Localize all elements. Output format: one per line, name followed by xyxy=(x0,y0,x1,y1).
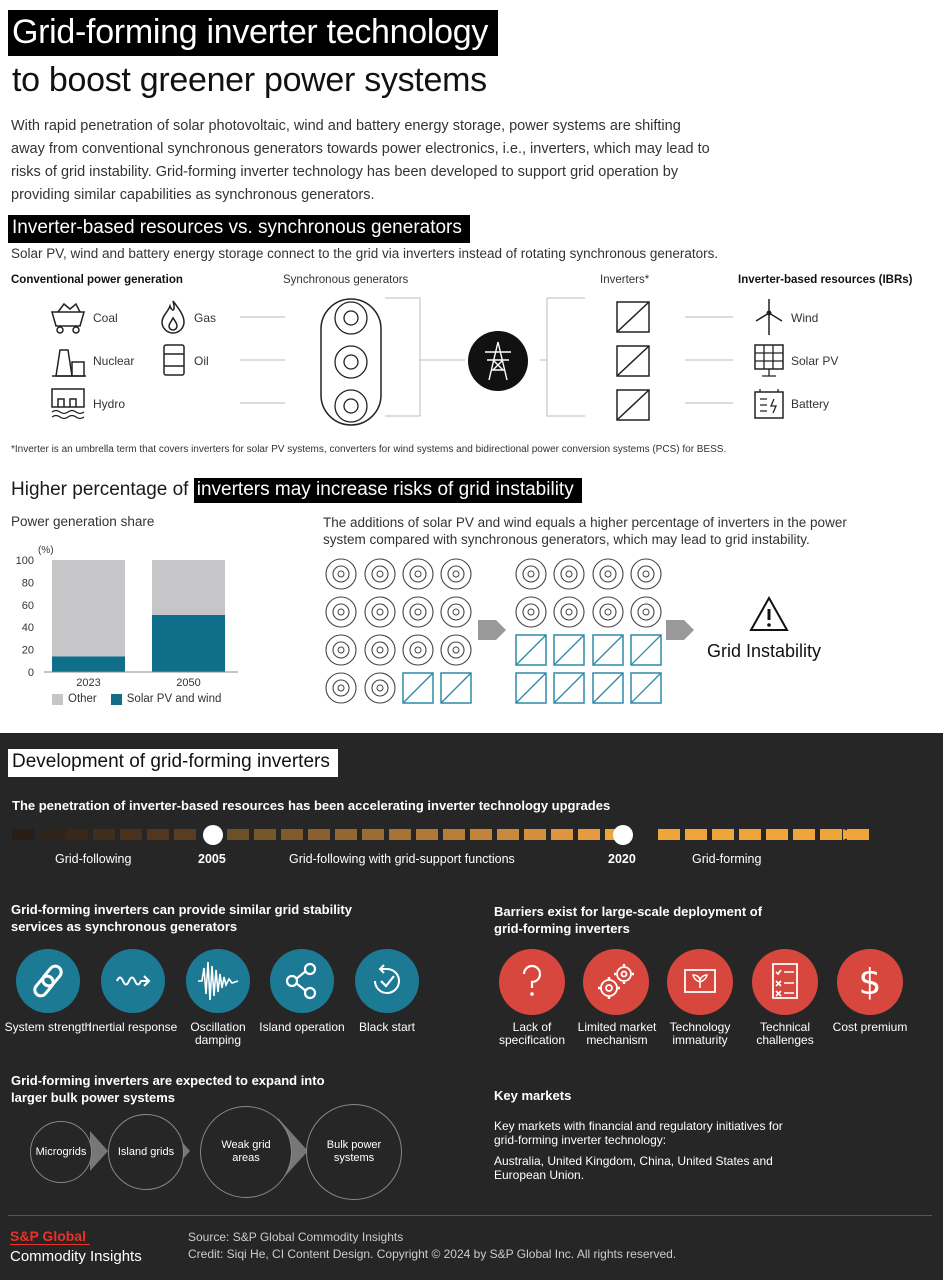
gear-icon xyxy=(326,635,356,665)
service-black-start xyxy=(355,949,419,1013)
dollar-icon: $ xyxy=(837,949,903,1015)
network-nodes-icon xyxy=(270,949,334,1013)
y-tick-label: 100 xyxy=(15,555,34,567)
gear-icon xyxy=(365,673,395,703)
bar-segment xyxy=(52,560,125,656)
timeline-segment xyxy=(551,829,573,840)
battery-icon xyxy=(752,387,786,423)
gear-icon xyxy=(403,635,433,665)
timeline-year-2005: 2005 xyxy=(198,852,226,866)
legend-label-other: Other xyxy=(68,693,97,705)
footer-divider xyxy=(8,1215,932,1216)
timeline-segment xyxy=(227,829,249,840)
wind-turbine-icon xyxy=(752,297,786,337)
gear-icon xyxy=(593,559,623,589)
timeline-segment xyxy=(820,829,842,840)
markets-text-intro: Key markets with financial and regulatory initiatives for grid-forming inverter technology: xyxy=(494,1119,783,1147)
inverter-icon xyxy=(554,673,584,703)
barrier-label-cost-premium: Cost premium xyxy=(832,1020,908,1034)
col-ibr-label: Inverter-based resources (IBRs) xyxy=(738,274,913,286)
timeline-segment xyxy=(308,829,330,840)
section2-heading-highlight: inverters may increase risks of grid instability xyxy=(194,478,582,503)
timeline-segment xyxy=(685,829,707,840)
x-tick-label: 2050 xyxy=(176,677,201,689)
timeline-segment xyxy=(712,829,734,840)
barriers-title: Barriers exist for large-scale deployment of grid-forming inverters xyxy=(494,904,763,936)
inverter-icon xyxy=(441,673,471,703)
footer-credit: Credit: Siqi He, CI Content Design. Copyright © 2024 by S&P Global Inc. All rights reserved. xyxy=(188,1247,677,1261)
bar-segment xyxy=(52,656,125,672)
bar-segment xyxy=(152,560,225,615)
oscillation-wave-icon xyxy=(186,949,250,1013)
gear-icon xyxy=(441,559,471,589)
battery-label: Battery xyxy=(791,397,830,411)
timeline-segment xyxy=(66,829,88,840)
gear-icon xyxy=(365,559,395,589)
section2-heading-plain: Higher percentage of xyxy=(11,479,194,500)
timeline-marker-2020 xyxy=(613,825,633,845)
gear-icon xyxy=(516,597,546,627)
oil-barrel-icon xyxy=(160,342,188,378)
transmission-tower-icon xyxy=(467,330,529,392)
timeline-segment xyxy=(443,829,465,840)
solar-pv-label: Solar PV xyxy=(791,354,839,368)
checklist-icon xyxy=(752,949,818,1015)
y-tick-label: 80 xyxy=(21,577,34,590)
inverter-icon xyxy=(403,673,433,703)
expand-microgrids: Microgrids xyxy=(30,1121,92,1183)
service-label-system-strength: System strength xyxy=(4,1020,92,1034)
chart-title: Power generation share xyxy=(11,514,155,529)
legend-label-solar-wind: Solar PV and wind xyxy=(126,693,222,705)
service-oscillation-damping xyxy=(186,949,250,1013)
timeline-segment xyxy=(658,829,680,840)
barrier-label-limited-market: Limited market mechanism xyxy=(577,1020,657,1047)
gas-flame-icon xyxy=(158,298,188,336)
markets-title: Key markets xyxy=(494,1088,572,1103)
markets-text-list: Australia, United Kingdom, China, United States and European Union. xyxy=(494,1154,773,1182)
y-tick-label: 60 xyxy=(21,599,34,612)
y-tick-label: 20 xyxy=(21,644,34,657)
service-label-black-start: Black start xyxy=(358,1020,415,1034)
service-system-strength xyxy=(16,949,80,1013)
timeline-segment xyxy=(362,829,384,840)
timeline-segment xyxy=(174,829,196,840)
barrier-technical-challenges xyxy=(752,949,818,1015)
inverter-icon xyxy=(516,635,546,665)
inverter-boxes-icon xyxy=(615,300,651,426)
gear-icon xyxy=(365,635,395,665)
seedling-screen-icon xyxy=(667,949,733,1015)
gear-icon xyxy=(441,597,471,627)
section1-heading: Inverter-based resources vs. synchronous generators xyxy=(8,215,470,243)
gears-icon xyxy=(583,949,649,1015)
hydro-label: Hydro xyxy=(93,397,126,411)
section3-heading: Development of grid-forming inverters xyxy=(8,749,338,777)
timeline-segment xyxy=(254,829,276,840)
timeline-label-grid-following: Grid-following xyxy=(55,852,132,866)
barrier-limited-market xyxy=(583,949,649,1015)
timeline-segment xyxy=(389,829,411,840)
logo-rule xyxy=(10,1244,90,1245)
expand-title: Grid-forming inverters are expected to expand into larger bulk power systems xyxy=(11,1073,325,1105)
restart-check-icon xyxy=(355,949,419,1013)
solar-panel-icon xyxy=(752,342,786,378)
chart-legend xyxy=(52,693,221,705)
timeline-label-grid-support: Grid-following with grid-support functions xyxy=(289,852,515,866)
gear-icon xyxy=(326,673,356,703)
page-title-line1: Grid-forming inverter technology xyxy=(8,10,498,56)
gear-icon xyxy=(554,597,584,627)
bar-segment xyxy=(152,615,225,672)
chain-link-icon xyxy=(16,949,80,1013)
hydro-dam-icon xyxy=(48,385,88,421)
barrier-cost-premium xyxy=(837,949,903,1015)
coal-icon xyxy=(48,300,88,336)
logo-commodity-insights: Commodity Insights xyxy=(10,1248,142,1265)
arrow-right-icon xyxy=(666,617,696,643)
col-sync-label: Synchronous generators xyxy=(283,274,409,286)
section2-heading xyxy=(11,478,582,502)
wind-label: Wind xyxy=(791,311,819,325)
coal-label: Coal xyxy=(93,311,118,325)
timeline-segment xyxy=(497,829,519,840)
service-label-island-operation: Island operation xyxy=(259,1020,345,1034)
nuclear-label: Nuclear xyxy=(93,354,135,368)
expand-weak-grid-areas: Weak grid areas xyxy=(200,1106,292,1198)
timeline-segment xyxy=(93,829,115,840)
timeline-segment xyxy=(416,829,438,840)
warning-icon xyxy=(748,595,790,633)
service-label-oscillation-damping: Oscillation damping xyxy=(190,1020,246,1047)
gas-label: Gas xyxy=(194,311,217,325)
footer-source: Source: S&P Global Commodity Insights xyxy=(188,1230,404,1244)
power-share-chart xyxy=(8,540,240,712)
timeline-segment xyxy=(39,829,61,840)
inverter-icon xyxy=(631,635,661,665)
services-title: Grid-forming inverters can provide similar grid stability services as synchronous generators xyxy=(11,902,352,934)
timeline-segment xyxy=(578,829,600,840)
gear-icon xyxy=(326,597,356,627)
legend-swatch-solar-wind xyxy=(111,694,122,705)
timeline-title: The penetration of inverter-based resources has been accelerating inverter technology upgrades xyxy=(12,798,611,813)
inverter-footnote: *Inverter is an umbrella term that covers inverters for solar PV systems, converters for wind systems and bidirectional power conversion systems (PCS) for BESS. xyxy=(11,444,727,455)
intro-paragraph: With rapid penetration of solar photovoltaic, wind and battery energy storage, power systems are shifting away from conventional synchronous generators towards power electronics, i.e., inverters, which may lead to risks of grid instability. Grid-forming inverter technology has been developed to support grid operation by providing similar capabilities as synchronous generators. xyxy=(11,118,710,203)
timeline-marker-2005 xyxy=(203,825,223,845)
gear-icon xyxy=(631,559,661,589)
service-inertial-response xyxy=(101,949,165,1013)
barrier-lack-of-specification xyxy=(499,949,565,1015)
legend-swatch-other xyxy=(52,694,63,705)
gear-icon xyxy=(403,559,433,589)
gear-icon xyxy=(403,597,433,627)
barrier-label-technical-challenges: Technical challenges xyxy=(756,1020,814,1047)
col-conventional-label: Conventional power generation xyxy=(11,274,183,286)
timeline-bar xyxy=(0,820,943,850)
timeline-segment xyxy=(524,829,546,840)
expand-island-grids: Island grids xyxy=(108,1114,184,1190)
expand-bulk-power-systems: Bulk power systems xyxy=(306,1104,402,1200)
gear-icon xyxy=(554,559,584,589)
inverter-icon xyxy=(593,635,623,665)
timeline-label-grid-forming: Grid-forming xyxy=(692,852,762,866)
timeline-segment xyxy=(470,829,492,840)
y-tick-label: 40 xyxy=(21,622,34,635)
oil-label: Oil xyxy=(194,354,209,368)
timeline-year-2020: 2020 xyxy=(608,852,636,866)
grid-instability-label: Grid Instability xyxy=(707,641,822,661)
barrier-label-technology-immaturity: Technology immaturity xyxy=(669,1020,731,1047)
col-inverters-label: Inverters* xyxy=(600,274,650,286)
timeline-segment xyxy=(335,829,357,840)
gear-icon xyxy=(516,559,546,589)
inverter-icon xyxy=(631,673,661,703)
timeline-segment xyxy=(793,829,815,840)
barrier-label-lack-of-specification: Lack of specification xyxy=(498,1020,566,1047)
question-mark-icon xyxy=(499,949,565,1015)
gear-icon xyxy=(441,635,471,665)
synchronous-generators-icon xyxy=(318,296,384,428)
timeline-segment xyxy=(766,829,788,840)
gear-icon xyxy=(593,597,623,627)
inverter-icon xyxy=(516,673,546,703)
section1-subheading: Solar PV, wind and battery energy storage connect to the grid via inverters instead of rotating synchronous generators. xyxy=(11,246,719,261)
x-tick-label: 2023 xyxy=(76,677,101,689)
inverter-icon xyxy=(593,673,623,703)
wave-arrow-icon xyxy=(101,949,165,1013)
gear-icon xyxy=(326,559,356,589)
y-axis-label: (%) xyxy=(38,545,54,556)
y-tick-label: 0 xyxy=(27,667,34,679)
logo-sp-global: S&P Global xyxy=(10,1228,86,1244)
timeline-segment xyxy=(147,829,169,840)
timeline-segment xyxy=(12,829,34,840)
timeline-segment xyxy=(120,829,142,840)
inverter-icon xyxy=(554,635,584,665)
gear-icon xyxy=(365,597,395,627)
timeline-segment xyxy=(739,829,761,840)
section2-description: The additions of solar PV and wind equals a higher percentage of inverters in the power system compared with synchronous generators, which may lead to grid instability. xyxy=(323,515,847,547)
barrier-technology-immaturity xyxy=(667,949,733,1015)
gear-icon xyxy=(631,597,661,627)
service-label-inertial-response: Inertial response xyxy=(88,1020,178,1034)
timeline-segment xyxy=(281,829,303,840)
nuclear-plant-icon xyxy=(48,342,88,378)
page-title-line2: to boost greener power systems xyxy=(12,61,487,99)
arrow-right-icon xyxy=(478,617,508,643)
service-island-operation xyxy=(270,949,334,1013)
